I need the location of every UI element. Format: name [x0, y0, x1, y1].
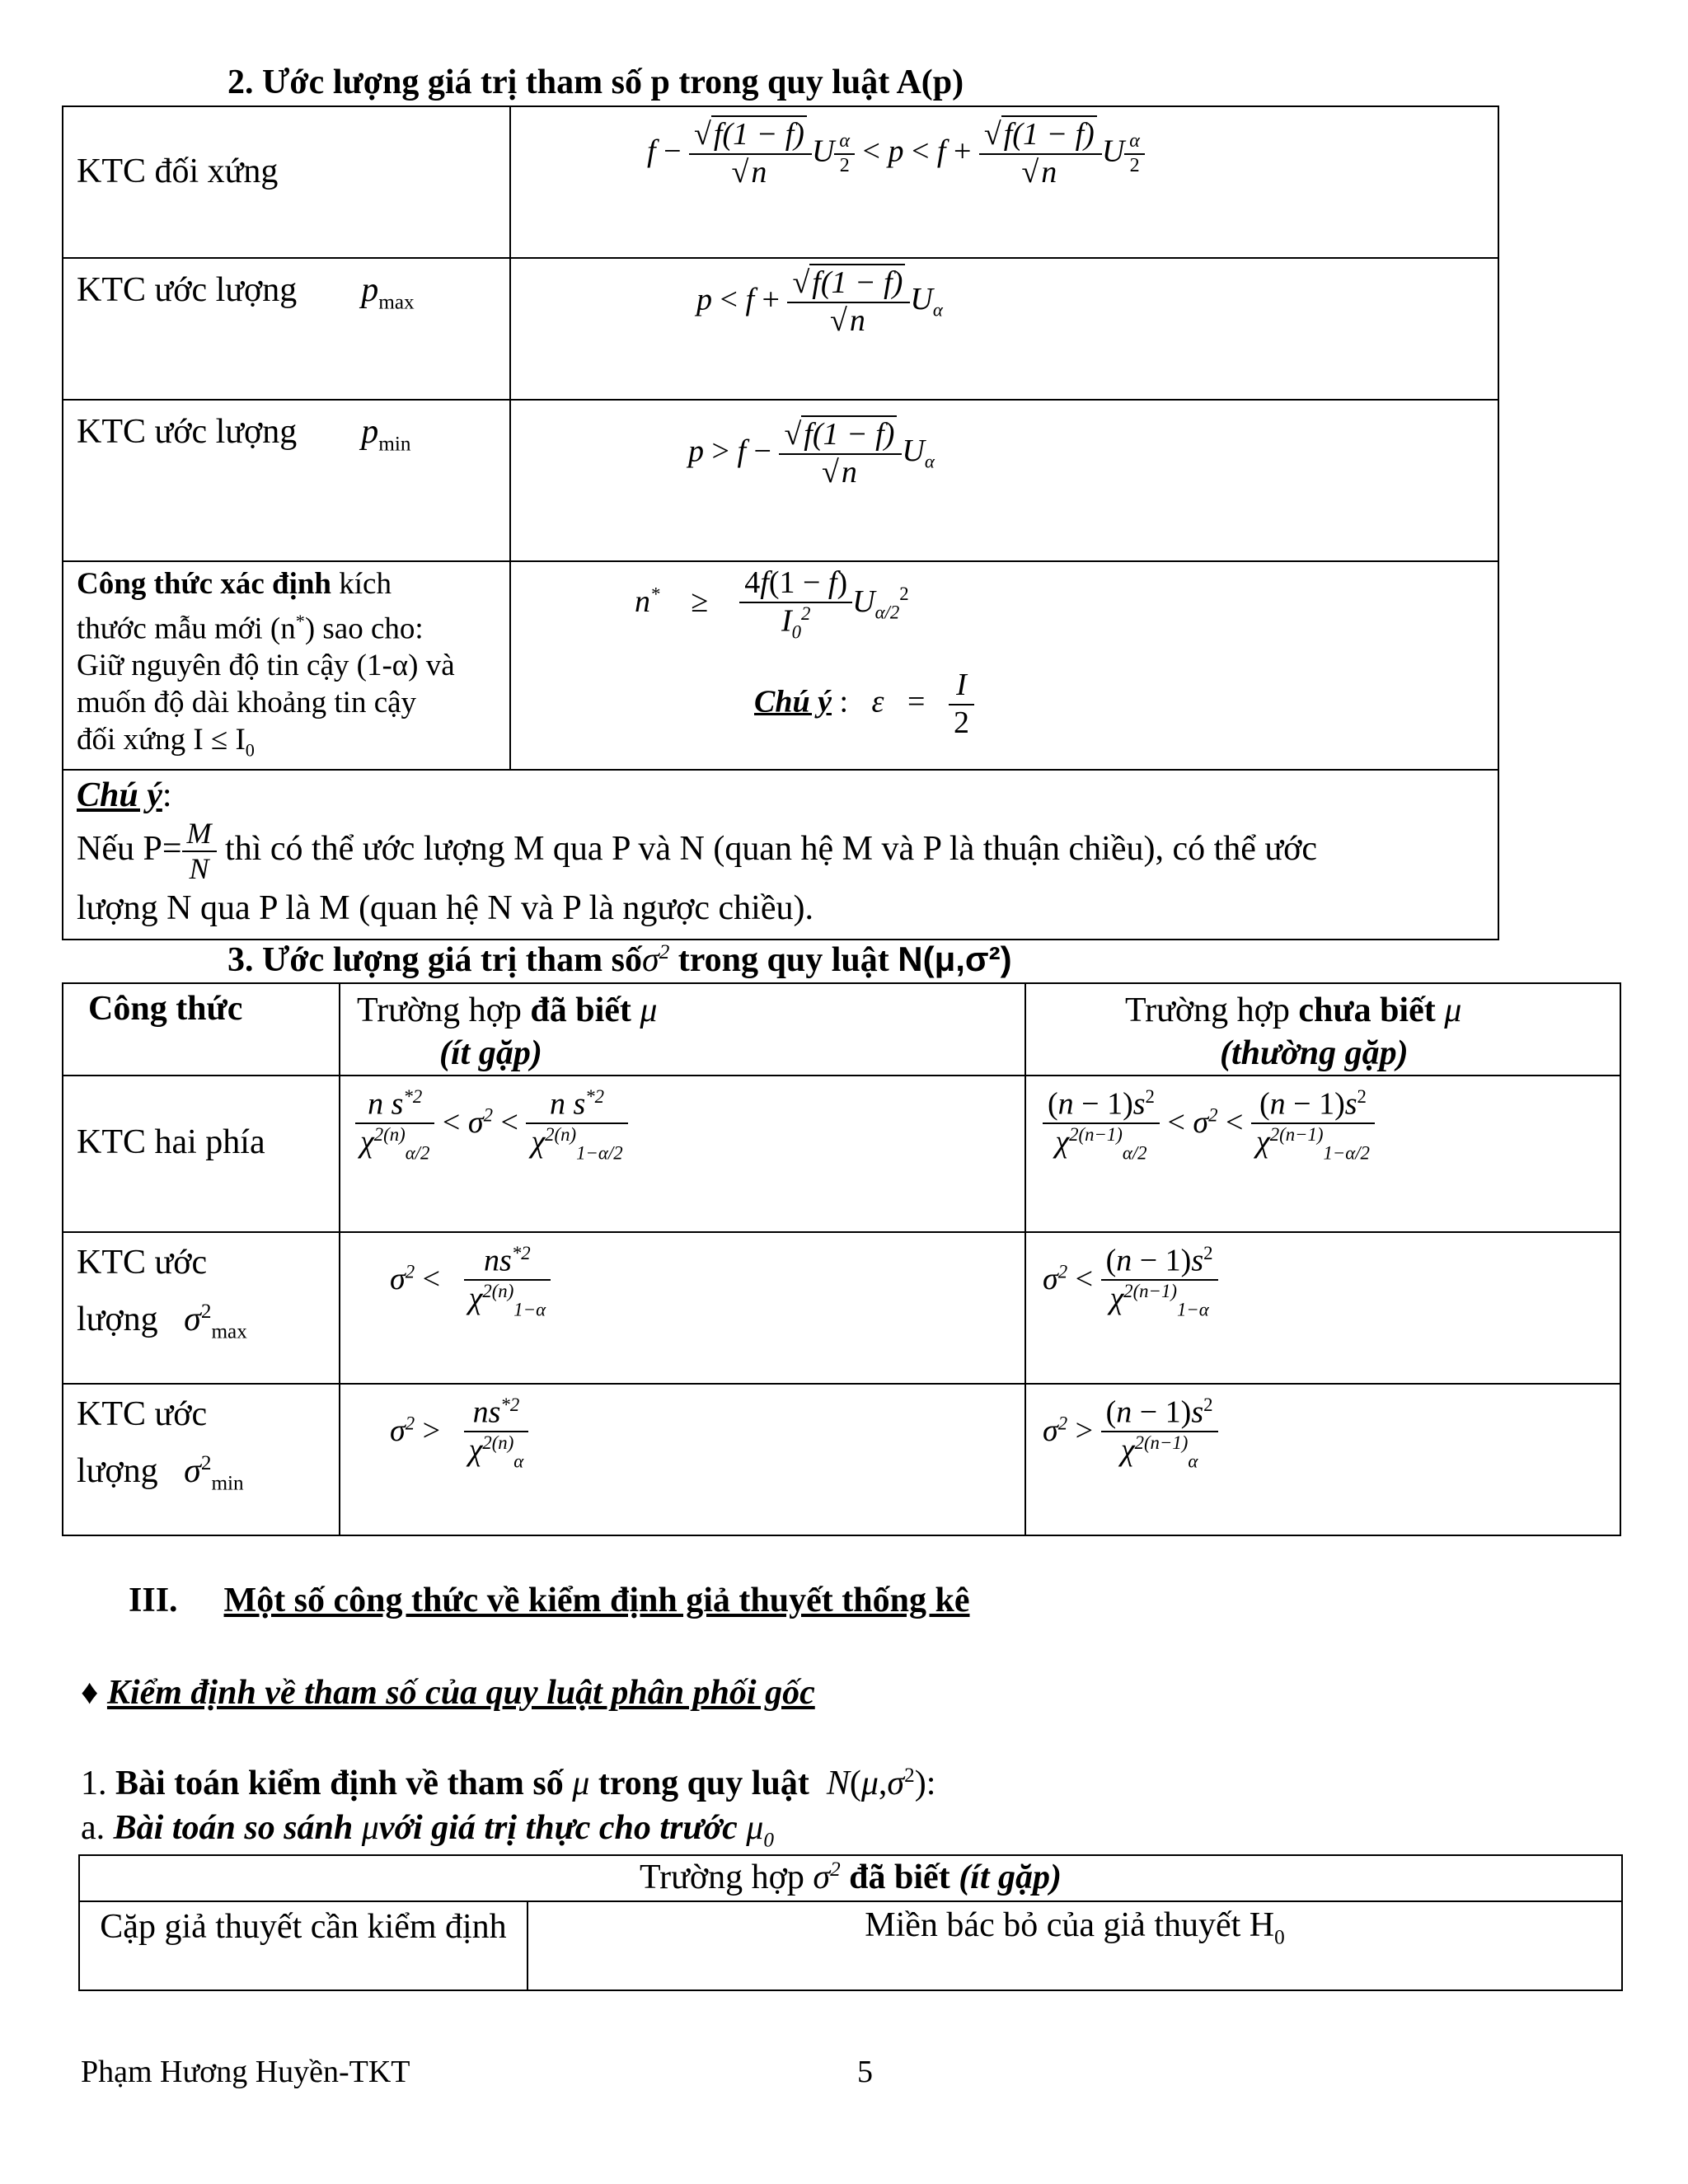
formula-sigma-min-unknown: $\sigma^2$ > $\frac{(n - 1)s^2}{\chi^{2(n-1)}_\alpha}$ [1025, 1384, 1620, 1535]
formula-sigma-min-known: $\sigma^2$ > $\frac{ns^{*2}}{\chi^{2(n)}_\alpha}$ [340, 1384, 1025, 1535]
formula-two-sided-known: $\frac{n s^{*2}}{\chi^{2(n)}_{\alpha/2}}$ < $\sigma^2$ < $\frac{n s^{*2}}{\chi^{2(n)}_{1-\alpha/2}}$ [340, 1076, 1025, 1232]
formula-sample-size: n* ≥ $\frac{4f(1 - f)}{I_0^2}$ $U_{\alpha/2}^2$ Chú ý : ε = $\frac{I}{2}$ [510, 561, 1498, 770]
diamond-bullet-icon: ♦ [81, 1674, 99, 1712]
row-symmetric-ci-label: KTC đối xứng [63, 106, 510, 258]
row-note: Chú ý: Nếu P= $\frac{M}{N}$ thì có thể ước lượng M qua P và N (quan hệ M và P là thuận chiều), có thể ước lượng N qua P là M (quan hệ N và P là ngược chiều). [63, 770, 1498, 940]
header-known-mu: Trường hợp đã biết μ (ít gặp) [340, 983, 1025, 1076]
problem-1-heading: 1. Bài toán kiểm định về tham số μ trong quy luật $N(\mu,\sigma^2)$: [81, 1765, 936, 1802]
row-sample-size-label: Công thức xác định kích thước mẫu mới (n*) sao cho: Giữ nguyên độ tin cậy (1-α) và muốn độ dài khoảng tin cậy đối xứng $I \le I_0$ [63, 561, 510, 770]
subsection-heading: ♦ Kiểm định về tham số của quy luật phân phối gốc [81, 1674, 815, 1712]
section-iii-heading: III. Một số công thức về kiểm định giả thuyết thống kê [129, 1582, 970, 1619]
formula-pmax: p < f + $\frac{√f(1 - f)}{√n}$ $U_\alpha$ [510, 258, 1498, 400]
table-parameter-sigma [62, 982, 1621, 1536]
page-number: 5 [857, 2055, 873, 2089]
header-unknown-mu: Trường hợp chưa biết μ (thường gặp) [1025, 983, 1620, 1076]
row-pmax-label: KTC ước lượng $p_{max}$ [63, 258, 510, 400]
formula-sigma-max-known: $\sigma^2$ < $\frac{ns^{*2}}{\chi^{2(n)}_{1-\alpha}}$ [340, 1232, 1025, 1384]
problem-a-heading: a. Bài toán so sánh μvới giá trị thực cho trước $\mu_0$ [81, 1809, 774, 1852]
table-parameter-p [62, 105, 1499, 940]
formula-pmin: p > f − $\frac{√f(1 - f)}{√n}$ $U_\alpha$ [510, 400, 1498, 561]
formula-symmetric-ci: f − $\frac{√f(1 - f)}{√n}$ U $\frac{\alpha}{2}$ < p < f + $\frac{√f(1 - f)}{√n}$ U $\frac{\alpha}{2}$ [510, 106, 1498, 258]
header-hypothesis-pair: Cặp giả thuyết cần kiểm định [79, 1901, 528, 1990]
row-pmin-label: KTC ước lượng $p_{min}$ [63, 400, 510, 561]
section-3-title: 3. Ước lượng giá trị tham sốσ$^2$ trong quy luật N(μ,σ²) [227, 940, 1012, 979]
row-two-sided-label: KTC hai phía [63, 1076, 340, 1232]
header-formula: Công thức [63, 983, 340, 1076]
formula-two-sided-unknown: $\frac{(n - 1)s^2}{\chi^{2(n-1)}_{\alpha/2}}$ < $\sigma^2$ < $\frac{(n - 1)s^2}{\chi^{2(n-1)}_{1-\alpha/2}}$ [1025, 1076, 1620, 1232]
header-known-sigma: Trường hợp $\sigma^2$ đã biết (ít gặp) [79, 1855, 1622, 1901]
row-sigma-min-label: KTC ước lượng $\sigma^2_{min}$ [63, 1384, 340, 1535]
table-hypothesis-test [78, 1854, 1623, 1991]
formula-sigma-max-unknown: $\sigma^2$ < $\frac{(n - 1)s^2}{\chi^{2(n-1)}_{1-\alpha}}$ [1025, 1232, 1620, 1384]
section-2-title: 2. Ước lượng giá trị tham số p trong quy luật A(p) [227, 63, 964, 101]
header-rejection-region: Miền bác bỏ của giả thuyết $H_0$ [528, 1901, 1622, 1990]
row-sigma-max-label: KTC ước lượng $\sigma^2_{max}$ [63, 1232, 340, 1384]
footer-author: Phạm Hương Huyền-TKT [81, 2055, 410, 2089]
